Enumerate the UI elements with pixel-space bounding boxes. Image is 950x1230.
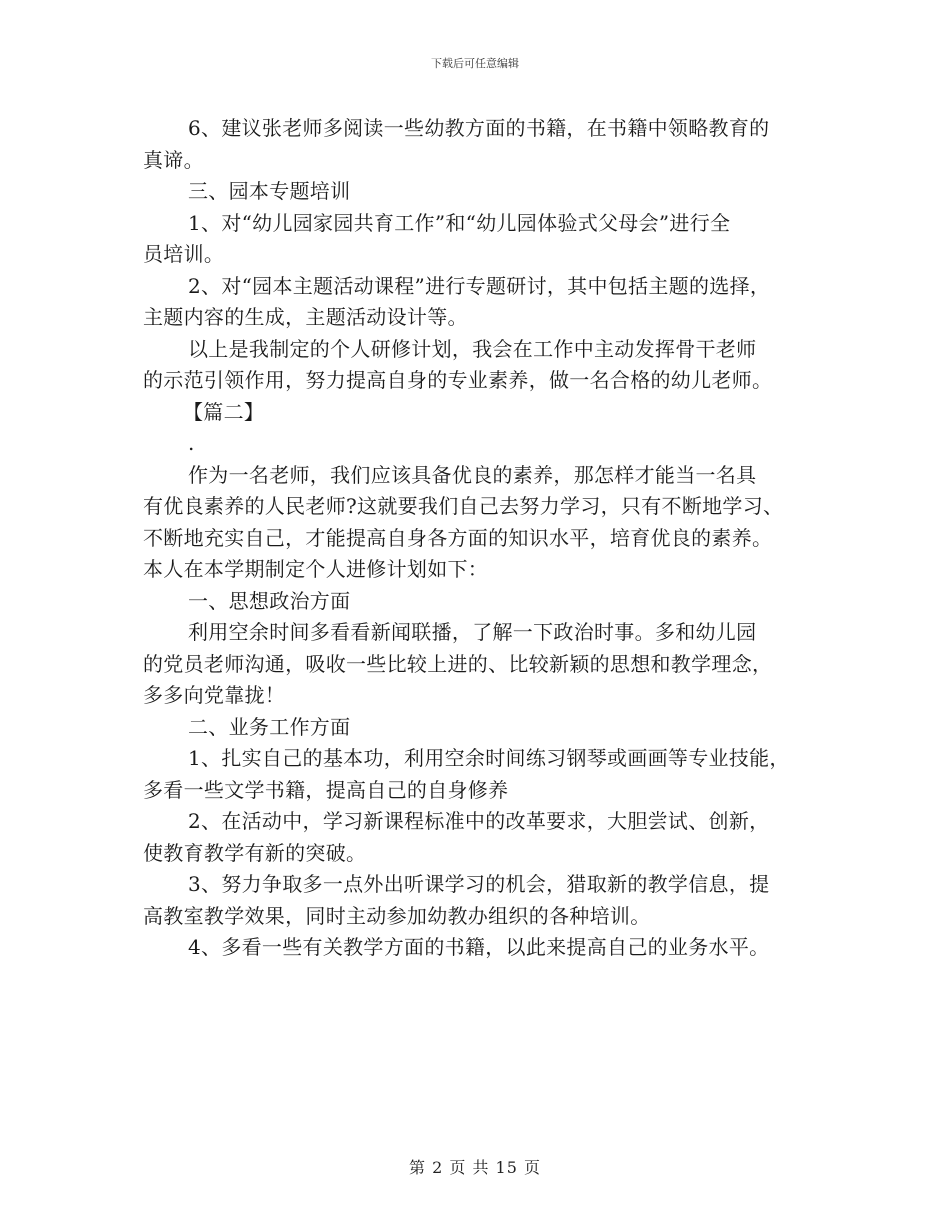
body-text-line: 一、思想政治方面 — [188, 588, 351, 613]
body-text-line: 真谛。 — [143, 147, 204, 172]
body-text-line: 有优良素养的人民老师?这就要我们自己去努力学习，只有不断地学习、 — [143, 494, 784, 518]
body-text-line: 主题内容的生成，主题活动设计等。 — [143, 305, 468, 329]
body-text-line: 三、园本专题培训 — [188, 179, 351, 203]
body-text-line: 的党员老师沟通，吸收一些比较上进的、比较新颖的思想和教学理念， — [143, 651, 773, 676]
body-text-line: 作为一名老师，我们应该具备优良的素养，那怎样才能当一名具 — [188, 462, 757, 487]
body-text-line: 2、对“园本主题活动课程”进行专题研讨，其中包括主题的选择， — [188, 273, 771, 298]
body-text-line: 多多向党靠拢！ — [143, 683, 286, 707]
body-text-line: 3、努力争取多一点外出听课学习的机会，猎取新的教学信息，提 — [188, 872, 770, 896]
body-text-line: 的示范引领作用，努力提高自身的专业素养，做一名合格的幼儿老师。 — [143, 368, 773, 392]
document-body — [143, 113, 823, 964]
body-text-line: 【篇二】 — [183, 399, 265, 424]
body-text-line: 2、在活动中，学习新课程标准中的改革要求，大胆尝试、创新， — [188, 809, 770, 833]
body-text-line: 利用空余时间多看看新闻联播，了解一下政治时事。多和幼儿园 — [188, 620, 757, 644]
body-text-line: 高教室教学效果，同时主动参加幼教办组织的各种培训。 — [143, 903, 651, 928]
body-text-line: 以上是我制定的个人研修计划，我会在工作中主动发挥骨干老师 — [188, 336, 757, 361]
body-text-line: 二、业务工作方面 — [188, 714, 351, 739]
body-text-line: 不断地充实自己，才能提高自身各方面的知识水平，培育优良的素养。 — [143, 525, 773, 550]
body-text-line: . — [188, 431, 195, 455]
page-footer-number: 第 2 页 共 15 页 — [409, 1158, 541, 1177]
body-text-line: 本人在本学期制定个人进修计划如下： — [143, 557, 489, 581]
body-text-line: 1、对“幼儿园家园共育工作”和“幼儿园体验式父母会”进行全 — [188, 210, 731, 235]
body-text-line: 员培训。 — [143, 242, 225, 266]
body-text-line: 多看一些文学书籍，提高自己的自身修养 — [143, 777, 509, 802]
body-text-line: 1、扎实自己的基本功，利用空余时间练习钢琴或画画等专业技能， — [188, 746, 790, 770]
body-text-line: 6、建议张老师多阅读一些幼教方面的书籍，在书籍中领略教育的 — [188, 116, 770, 140]
page-header-note: 下载后可任意编辑 — [431, 57, 519, 70]
body-text-line: 4、多看一些有关教学方面的书籍，以此来提高自己的业务水平。 — [188, 935, 770, 959]
body-text-line: 使教育教学有新的突破。 — [143, 840, 367, 865]
